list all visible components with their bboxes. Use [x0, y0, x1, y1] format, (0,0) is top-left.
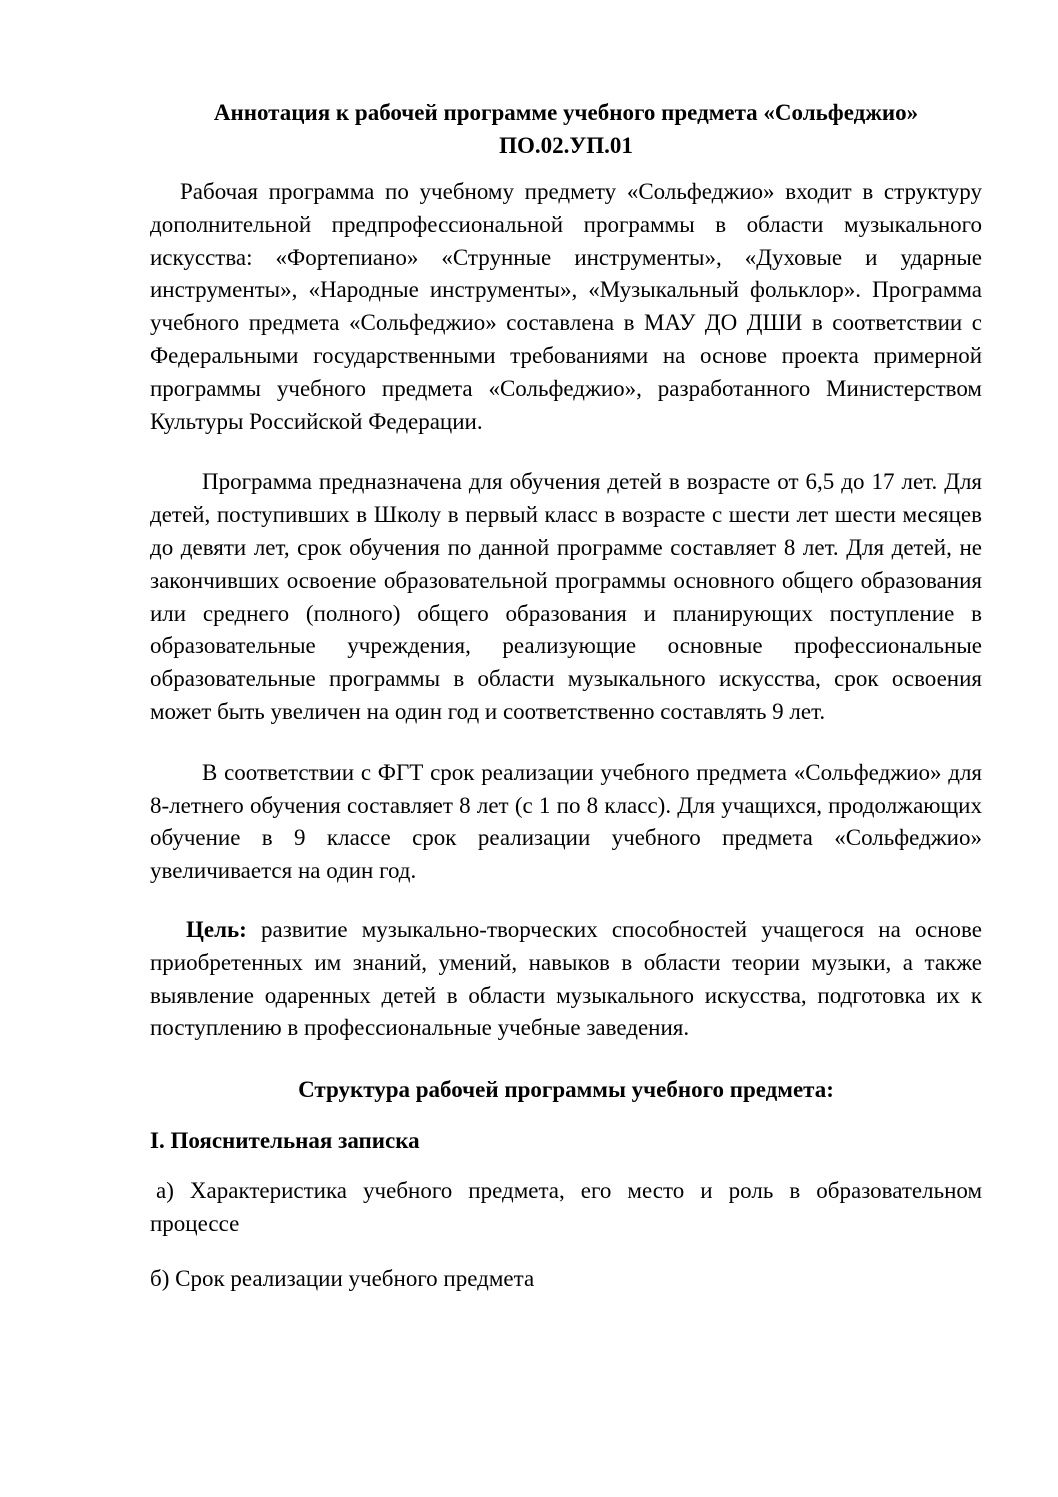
paragraph-fgt-term: В соответствии с ФГТ срок реализации учебного предмета «Сольфеджио» для 8-летнего обучения составляет 8 лет (с 1 по 8 класс). Для учащихся, продолжающих обучение в 9 классе срок реализации учебного предмета «Сольфеджио» увеличивается на один год. — [150, 759, 982, 884]
paragraph-goal — [150, 914, 982, 1045]
paragraph-program-structure: Рабочая программа по учебному предмету «Сольфеджио» входит в структуру дополнительной предпрофессиональной программы в области музыкального искусства: «Фортепиано» «Струнные инструменты», «Духовые и ударные инструменты», «Народные инструменты», «Музыкальный фольклор». Программа учебного предмета «Сольфеджио» составлена в МАУ ДО ДШИ в соответствии с Федеральными государственными требованиями на основе проекта примерной программы учебного предмета «Сольфеджио», разработанного Министерством Культуры Российской Федерации. — [150, 179, 982, 434]
structure-heading: Структура рабочей программы учебного предмета: — [298, 1077, 834, 1103]
section1-heading: I. Пояснительная записка — [150, 1128, 420, 1154]
goal-text: развитие музыкально-творческих способностей учащегося на основе приобретенных им знаний, умений, навыков в области теории музыки, а также выявление одаренных детей в области музыкального искусства, подготовка их к поступлению в профессиональные учебные заведения. — [150, 916, 982, 1041]
document-page — [150, 96, 982, 1318]
document-title: Аннотация к рабочей программе учебного предмета «Сольфеджио» — [213, 100, 919, 125]
paragraph-age-and-duration: Программа предназначена для обучения детей в возрасте от 6,5 до 17 лет. Для детей, поступивших в Школу в первый класс в возрасте с шести лет шести месяцев до девяти лет, срок обучения по данной программе составляет 8 лет. Для детей, не закончивших освоение образовательной программы основного общего образования или среднего (полного) общего образования и планирующих поступление в образовательные учреждения, реализующие основные профессиональные образовательные программы в области музыкального искусства, срок освоения может быть увеличен на один год и соответственно составлять 9 лет. — [150, 469, 982, 724]
list-item-a: а) Характеристика учебного предмета, его место и роль в образовательном процессе — [150, 1178, 982, 1236]
goal-label: Цель: — [186, 916, 247, 942]
document-code: ПО.02.УП.01 — [499, 133, 633, 158]
list-item-b: б) Срок реализации учебного предмета — [150, 1265, 535, 1291]
